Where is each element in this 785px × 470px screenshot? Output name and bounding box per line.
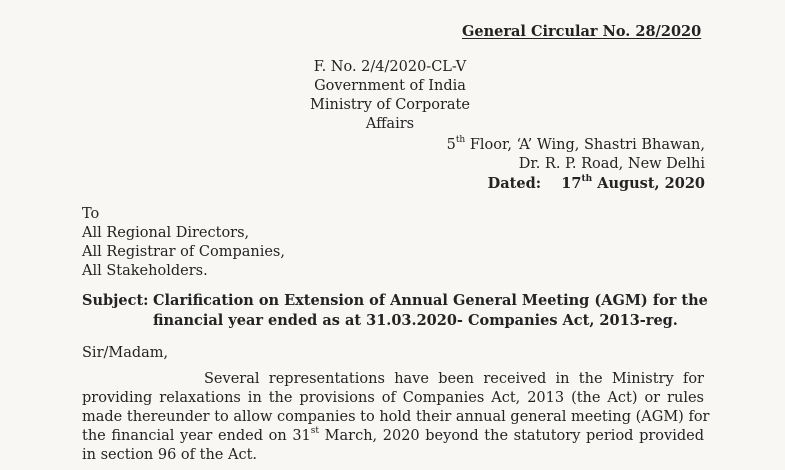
sender-address	[447, 136, 705, 193]
file-number: F. No. 2/4/2020-CL-V	[313, 59, 467, 75]
body-line: made thereunder to allow companies to hold their annual general meeting (AGM) for	[82, 409, 710, 425]
body-line: in section 96 of the Act.	[82, 447, 258, 463]
subject-line-1: Subject: Clarification on Extension of Annual General Meeting (AGM) for the	[82, 292, 708, 309]
body-line: the financial year ended on 31st March, 2020 beyond the statutory period provided	[82, 426, 704, 444]
to-label: To	[82, 206, 100, 222]
circular-number: General Circular No. 28/2020	[462, 23, 702, 40]
recipient-item: All Regional Directors,	[82, 225, 250, 241]
government-name: Government of India	[314, 78, 466, 94]
letter-header	[290, 58, 490, 134]
dated-line: Dated: 17th August, 2020	[487, 174, 705, 192]
salutation: Sir/Madam,	[82, 345, 169, 361]
subject-line-2: financial year ended as at 31.03.2020- Companies Act, 2013-reg.	[153, 312, 678, 329]
subject-block	[82, 291, 722, 331]
body-paragraph	[82, 370, 710, 465]
recipient-item: All Stakeholders.	[82, 263, 208, 279]
ministry-name: Ministry of Corporate Affairs	[310, 97, 470, 132]
recipients-block	[82, 205, 285, 281]
address-line-1: 5th Floor, ‘A’ Wing, Shastri Bhawan,	[446, 135, 705, 153]
recipient-item: All Registrar of Companies,	[82, 244, 285, 260]
body-line: providing relaxations in the provisions of Companies Act, 2013 (the Act) or rules	[82, 390, 704, 406]
subject-label: Subject:	[82, 292, 149, 309]
body-line: Several representations have been received in the Ministry for	[204, 371, 704, 387]
address-line-2: Dr. R. P. Road, New Delhi	[518, 156, 705, 172]
